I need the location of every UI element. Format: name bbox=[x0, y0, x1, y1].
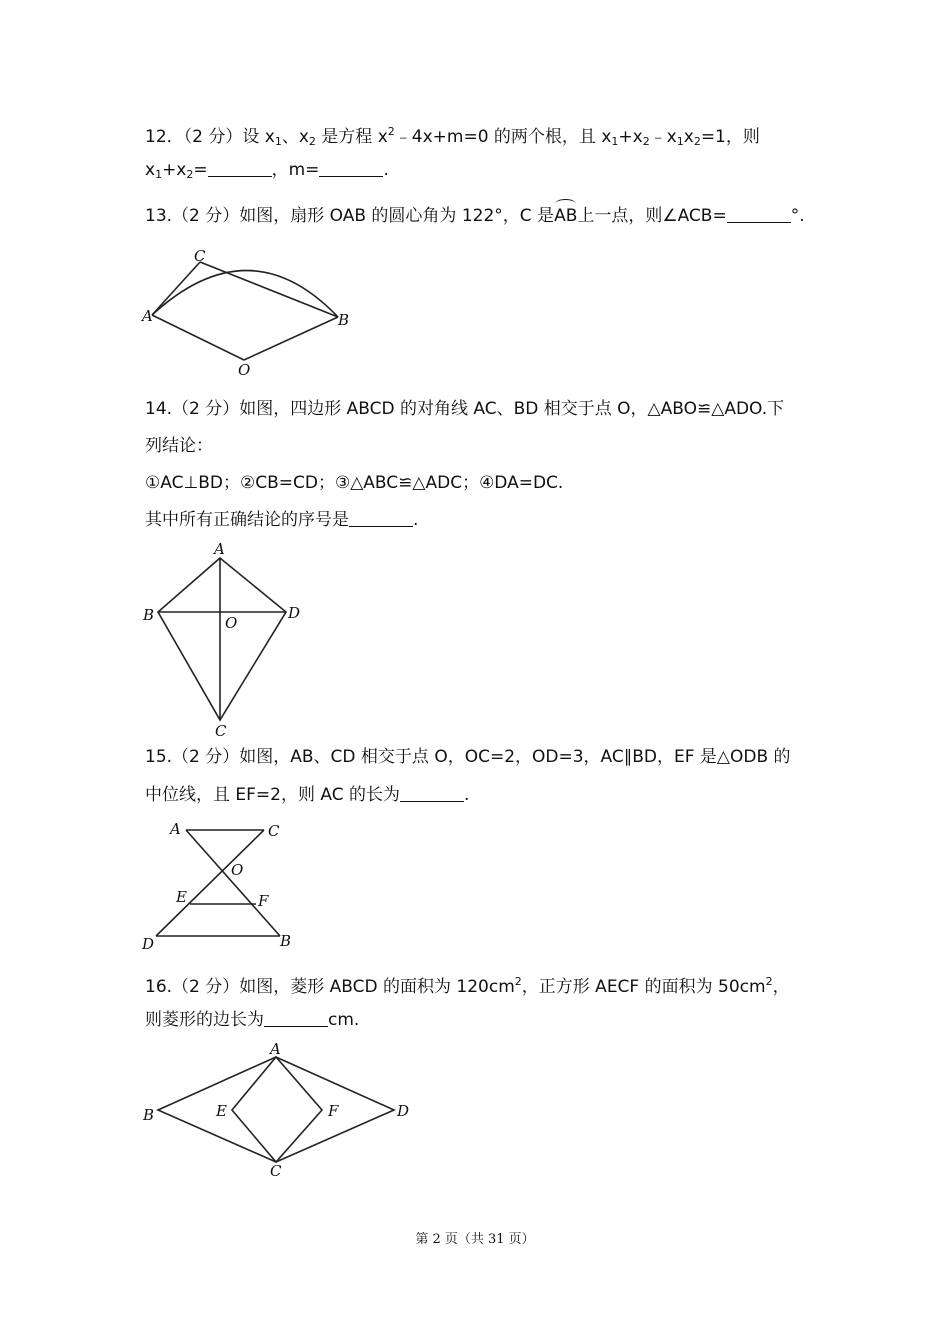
segment-cd bbox=[156, 830, 264, 936]
q15-figure bbox=[140, 818, 310, 953]
label-e: E bbox=[216, 1102, 227, 1120]
label-b: B bbox=[143, 606, 155, 624]
q14-line3: ①AC⊥BD；②CB=CD；③△ABC≌△ADC；④DA=DC. bbox=[145, 473, 564, 493]
q15-line2: 中位线，且 EF=2，则 AC 的长为 . bbox=[145, 785, 470, 805]
label-a: A bbox=[270, 1040, 281, 1058]
q13-text: 13.（2 分）如图，扇形 OAB 的圆心角为 122°，C 是AB上一点，则∠ACB= °. bbox=[145, 206, 805, 226]
segment-ab bbox=[186, 830, 280, 936]
label-o: O bbox=[238, 361, 251, 379]
label-f: F bbox=[328, 1102, 339, 1120]
q15-line1: 15.（2 分）如图，AB、CD 相交于点 O，OC=2，OD=3，AC∥BD，EF 是△ODB 的 bbox=[145, 747, 791, 767]
page-footer: 第 2 页（共 31 页） bbox=[415, 1232, 535, 1247]
label-b: B bbox=[280, 932, 292, 950]
answer-blank[interactable] bbox=[208, 158, 272, 177]
label-a: A bbox=[170, 820, 181, 838]
answer-blank[interactable] bbox=[349, 508, 413, 527]
q14-figure bbox=[140, 540, 310, 740]
arc-ab: AB bbox=[554, 206, 578, 226]
sector-arc bbox=[152, 270, 338, 317]
q12-line1: 12．（2 分）设 $x_1$、$x_2$ 是方程 $x^2﹣4x+m=0$ 的两个根，且 $x_1+x_2﹣x_1x_2=1$，则 bbox=[145, 125, 760, 148]
answer-blank[interactable] bbox=[727, 204, 791, 223]
q12-line2: $x_1+x_2=$ ，m= . bbox=[145, 160, 389, 181]
label-b: B bbox=[143, 1106, 155, 1124]
label-b: B bbox=[338, 311, 350, 329]
label-c: C bbox=[270, 1162, 282, 1180]
q14-line2: 列结论： bbox=[145, 436, 213, 456]
kite-abcd bbox=[158, 558, 286, 720]
label-f: F bbox=[258, 892, 269, 910]
q14-line4: 其中所有正确结论的序号是 . bbox=[145, 510, 419, 530]
label-c: C bbox=[215, 722, 227, 740]
label-c: C bbox=[194, 247, 206, 265]
label-a: A bbox=[142, 307, 153, 325]
label-o: O bbox=[225, 614, 238, 632]
label-a: A bbox=[214, 540, 225, 558]
q16-figure bbox=[140, 1040, 430, 1180]
label-d: D bbox=[397, 1102, 410, 1120]
label-o: O bbox=[231, 861, 244, 879]
label-c: C bbox=[268, 822, 280, 840]
q16-line1: 16.（2 分）如图，菱形 ABCD 的面积为 $120cm^2$，正方形 AECF 的面积为 $50cm^2$， bbox=[145, 975, 790, 997]
answer-blank[interactable] bbox=[264, 1008, 328, 1027]
q13-figure bbox=[140, 245, 360, 385]
square-aecf bbox=[232, 1057, 322, 1162]
q14-line1: 14.（2 分）如图，四边形 ABCD 的对角线 AC、BD 相交于点 O，△ABO≌△ADO.下 bbox=[145, 399, 785, 419]
label-d: D bbox=[288, 604, 301, 622]
label-e: E bbox=[176, 888, 187, 906]
answer-blank[interactable] bbox=[400, 783, 464, 802]
chord-ca bbox=[152, 262, 200, 315]
answer-blank[interactable] bbox=[319, 158, 383, 177]
rhombus-abcd bbox=[158, 1057, 394, 1162]
label-d: D bbox=[142, 935, 155, 953]
sector-radii bbox=[152, 315, 338, 360]
q16-line2: 则菱形的边长为 cm. bbox=[145, 1010, 360, 1030]
chord-cb bbox=[200, 262, 338, 317]
